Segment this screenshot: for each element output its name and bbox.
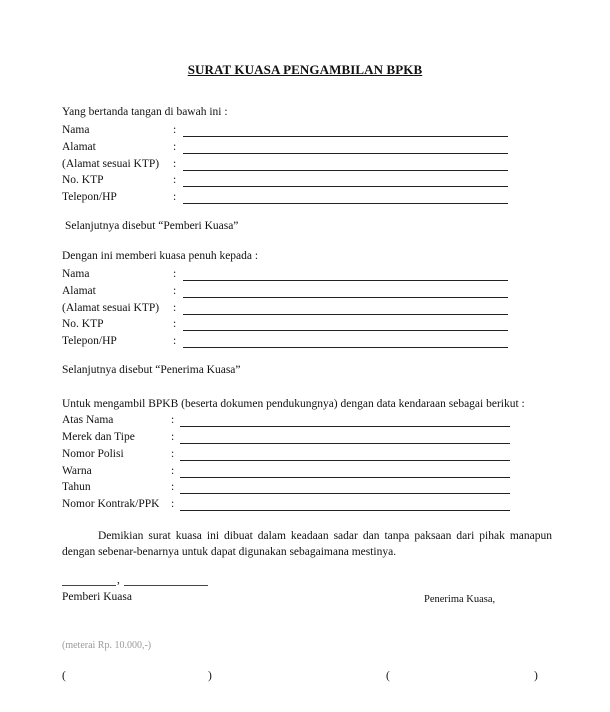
field-colon: : bbox=[171, 414, 175, 426]
fill-line[interactable] bbox=[183, 297, 508, 298]
giver-signature-label: Pemberi Kuasa bbox=[62, 591, 132, 603]
field-colon: : bbox=[173, 285, 177, 297]
field-colon: : bbox=[171, 481, 175, 493]
receiver-field-ktp-number bbox=[62, 318, 522, 334]
fill-line[interactable] bbox=[183, 136, 508, 137]
field-colon: : bbox=[171, 448, 175, 460]
document-title: SURAT KUASA PENGAMBILAN BPKB bbox=[187, 62, 423, 77]
giver-field-ktp-address bbox=[62, 158, 522, 174]
intro-giver: Yang bertanda tangan di bawah ini : bbox=[62, 106, 228, 118]
field-colon: : bbox=[173, 318, 177, 330]
date-comma: , bbox=[117, 574, 120, 586]
giver-name-close-paren: ) bbox=[208, 670, 212, 682]
receiver-field-address bbox=[62, 285, 522, 301]
fill-line[interactable] bbox=[180, 460, 510, 461]
field-colon: : bbox=[173, 335, 177, 347]
field-label: Merek dan Tipe bbox=[62, 431, 135, 443]
fill-line[interactable] bbox=[180, 510, 510, 511]
field-label: Nama bbox=[62, 268, 90, 280]
vehicle-field-owner bbox=[62, 414, 522, 430]
fill-line[interactable] bbox=[183, 203, 508, 204]
field-label: (Alamat sesuai KTP) bbox=[62, 158, 160, 170]
fill-line[interactable] bbox=[180, 426, 510, 427]
field-colon: : bbox=[173, 124, 177, 136]
vehicle-field-plate bbox=[62, 448, 522, 464]
closing-paragraph: Demikian surat kuasa ini dibuat dalam keadaan sadar dan tanpa paksaan dari pihak manapun dengan sebenar-benarnya untuk dapat digunakan sebagaimana mestinya. bbox=[62, 530, 552, 558]
fill-line[interactable] bbox=[183, 347, 508, 348]
fill-line[interactable] bbox=[180, 443, 510, 444]
field-colon: : bbox=[171, 465, 175, 477]
intro-vehicle: Untuk mengambil BPKB (beserta dokumen pendukungnya) dengan data kendaraan sebagai berikut : bbox=[62, 398, 525, 410]
stamp-duty-note: (meterai Rp. 10.000,-) bbox=[62, 640, 152, 651]
fill-line[interactable] bbox=[183, 170, 508, 171]
field-label: Nomor Polisi bbox=[62, 448, 124, 460]
field-colon: : bbox=[173, 141, 177, 153]
giver-field-address bbox=[62, 141, 522, 157]
fill-line[interactable] bbox=[183, 153, 508, 154]
vehicle-field-year bbox=[62, 481, 522, 497]
field-label: Alamat bbox=[62, 285, 96, 297]
field-label: No. KTP bbox=[62, 318, 104, 330]
fill-line[interactable] bbox=[183, 330, 508, 331]
date-fill-line[interactable] bbox=[124, 585, 208, 586]
receiver-field-ktp-address bbox=[62, 302, 522, 318]
fill-line[interactable] bbox=[180, 477, 510, 478]
fill-line[interactable] bbox=[183, 314, 508, 315]
field-colon: : bbox=[173, 158, 177, 170]
fill-line[interactable] bbox=[183, 280, 508, 281]
field-colon: : bbox=[171, 498, 175, 510]
field-label: Telepon/HP bbox=[62, 335, 117, 347]
field-label: Alamat bbox=[62, 141, 96, 153]
intro-receiver: Dengan ini memberi kuasa penuh kepada : bbox=[62, 250, 259, 262]
giver-field-name bbox=[62, 124, 522, 140]
field-colon: : bbox=[173, 302, 177, 314]
receiver-signature-label: Penerima Kuasa, bbox=[424, 594, 496, 605]
field-label: (Alamat sesuai KTP) bbox=[62, 302, 160, 314]
field-colon: : bbox=[173, 268, 177, 280]
field-label: Nama bbox=[62, 124, 90, 136]
receiver-name-close-paren: ) bbox=[534, 670, 538, 682]
field-label: Telepon/HP bbox=[62, 191, 117, 203]
field-colon: : bbox=[173, 191, 177, 203]
field-label: Warna bbox=[62, 465, 92, 477]
field-colon: : bbox=[173, 174, 177, 186]
giver-name-open-paren: ( bbox=[62, 670, 66, 682]
giver-alias: Selanjutnya disebut “Pemberi Kuasa” bbox=[65, 220, 239, 232]
receiver-name-open-paren: ( bbox=[386, 670, 390, 682]
receiver-field-phone bbox=[62, 335, 522, 351]
vehicle-field-contract bbox=[62, 498, 522, 514]
receiver-alias: Selanjutnya disebut “Penerima Kuasa” bbox=[62, 364, 241, 376]
vehicle-field-brand-type bbox=[62, 431, 522, 447]
fill-line[interactable] bbox=[180, 493, 510, 494]
field-label: Nomor Kontrak/PPK bbox=[62, 498, 160, 510]
field-colon: : bbox=[171, 431, 175, 443]
fill-line[interactable] bbox=[183, 186, 508, 187]
place-fill-line[interactable] bbox=[62, 585, 116, 586]
giver-field-phone bbox=[62, 191, 522, 207]
vehicle-field-color bbox=[62, 465, 522, 481]
field-label: Tahun bbox=[62, 481, 91, 493]
receiver-field-name bbox=[62, 268, 522, 284]
giver-field-ktp-number bbox=[62, 174, 522, 190]
field-label: Atas Nama bbox=[62, 414, 114, 426]
field-label: No. KTP bbox=[62, 174, 104, 186]
